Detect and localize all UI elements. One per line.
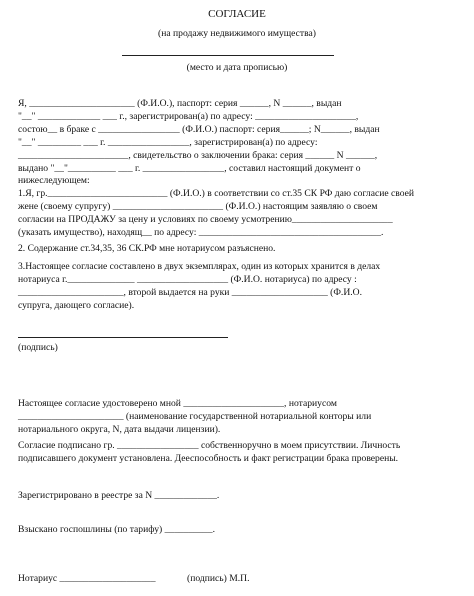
intro-line-2: "__" _____________ ___ г., зарегистрирован(а) по адресу: _____________________,: [18, 111, 359, 122]
intro-line-4: "__" _________ ___ г. _________________, зарегистрирован(а) по адресу:: [18, 137, 318, 148]
p1-line-1: 1.Я, гр._________________________ (Ф.И.О.) в соответствии со ст.35 СК РФ даю согласие своей: [18, 188, 415, 199]
document-title: СОГЛАСИЕ: [208, 8, 266, 20]
place-date-line: [122, 55, 334, 56]
seal-caption: (подпись) М.П.: [187, 573, 250, 584]
notary-line-1: Настоящее согласие удостоверено мной _____________________, нотариусом: [18, 398, 337, 409]
p3-line-2: нотариуса г.______________ ___________________ (Ф.И.О. нотариуса) по адресу :: [18, 274, 357, 285]
p3-line-4: супруга, дающего согласие).: [18, 300, 135, 311]
signed-line-1: Согласие подписано гр. _________________ собственноручно в моем присутствии. Личность: [18, 440, 401, 451]
intro-line-3: состою__ в браке с _________________ (Ф.И.О.) паспорт: серия______; N______, выдан: [18, 124, 380, 135]
notary-line-3: нотариального округа, N, дата выдачи лицензии).: [18, 424, 221, 435]
intro-line-6: выдано "__"__________ ___ г. _________________, составил настоящий документ о: [18, 163, 361, 174]
p2-text: 2. Содержание ст.34,35, 36 СК.РФ мне нотариусом разъяснено.: [18, 243, 276, 254]
registry-line: Зарегистрировано в реестре за N _____________.: [18, 490, 220, 501]
p1-line-2: жене (своему супругу) _______________________ (Ф.И.О.) настоящим заявляю о своем: [18, 201, 378, 212]
p1-line-4: (указать имущество), находящ__ по адресу: ______________________________________.: [18, 227, 384, 238]
p3-line-3: ______________________, второй выдается на руки ____________________ (Ф.И.О.: [18, 287, 362, 298]
p1-line-3: согласии на ПРОДАЖУ за цену и условиях по своему усмотрению_____________________: [18, 214, 393, 225]
intro-line-1: Я, ______________________ (Ф.И.О.), паспорт: серия ______, N ______, выдан: [18, 98, 342, 109]
fee-line: Взыскано госпошлины (по тарифу) __________.: [18, 524, 215, 535]
p3-line-1: 3.Настоящее согласие составлено в двух экземплярах, один из которых хранится в делах: [18, 261, 381, 272]
document-subtitle: (на продажу недвижимого имущества): [158, 28, 316, 39]
signature-caption: (подпись): [18, 342, 58, 353]
notary-signature-label: Нотариус ____________________: [18, 573, 156, 584]
signed-line-2: подписавшего документ установлена. Дееспособность и факт регистрации брака проверены.: [18, 453, 399, 464]
intro-line-5: _______________________, свидетельство о заключении брака: серия ______ N ______,: [18, 150, 378, 161]
notary-line-2: ______________________ (наименование государственной нотариальной конторы или: [18, 411, 372, 422]
place-date-caption: (место и дата прописью): [186, 62, 288, 73]
intro-line-7: нижеследующем:: [18, 175, 90, 186]
signature-line: [18, 337, 228, 338]
